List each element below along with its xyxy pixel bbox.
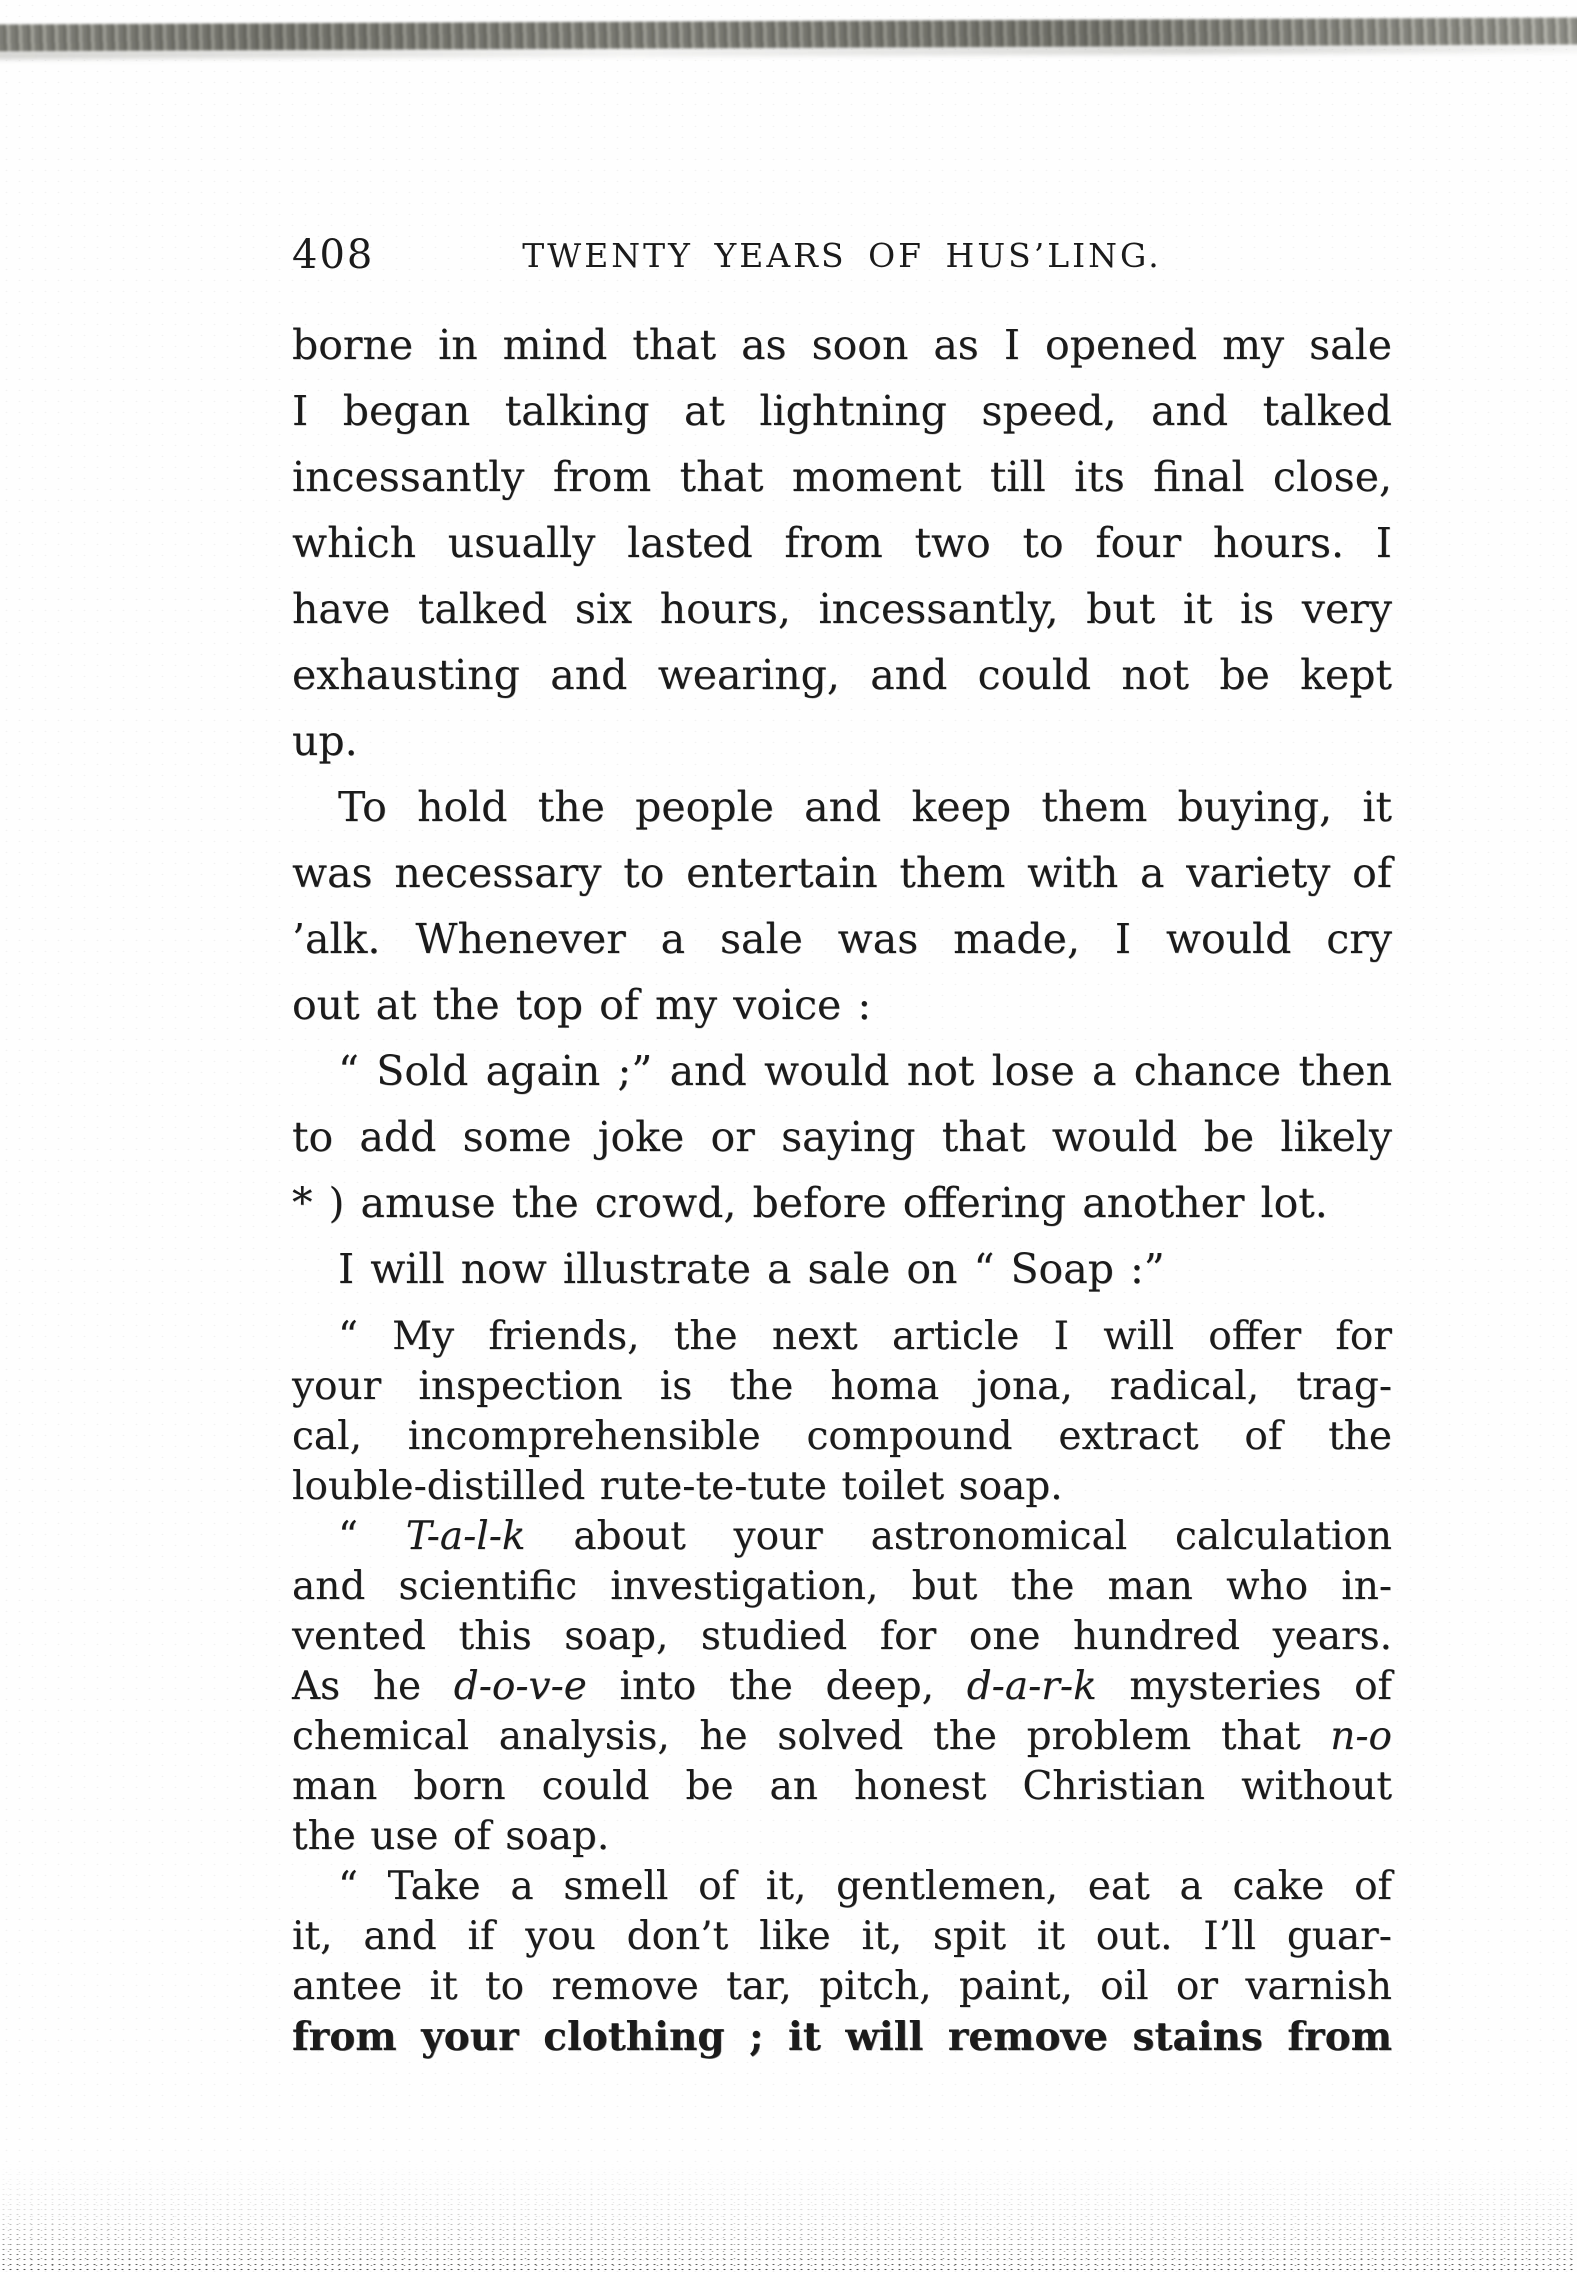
running-title: TWENTY YEARS OF HUS’LING. [522,236,1162,275]
text-line [292,1612,1392,1662]
text-line [292,1762,1392,1812]
text-segment: into the deep, [586,1664,967,1709]
text-segment: man born could be an honest Christian without [292,1764,1392,1809]
text-line [292,906,1392,972]
text-segment: cal, incomprehensible compound extract of the [292,1414,1392,1459]
text-segment: mysteries of [1096,1664,1392,1709]
text-segment: * ) amuse the crowd, before offering another lot. [292,1179,1328,1227]
text-line [292,1812,1392,1862]
text-line [292,1312,1392,1362]
text-line [292,312,1392,378]
text-line [292,378,1392,444]
text-segment: “ My friends, the next article I will offer for [338,1314,1392,1359]
text-segment: your inspection is the homa jona, radical, trag- [292,1364,1392,1409]
text-segment: exhausting and wearing, and could not be kept [292,651,1392,699]
text-line [292,774,1392,840]
text-segment: to add some joke or saying that would be likely [292,1113,1392,1161]
text-line [292,1862,1392,1912]
text-line [292,1712,1392,1762]
text-segment: out at the top of my voice : [292,981,872,1029]
text-line [292,1038,1392,1104]
text-segment: ’alk. Whenever a sale was made, I would cry [292,915,1392,963]
text-segment: I began talking at lightning speed, and talked [292,387,1392,435]
text-line [292,444,1392,510]
page-header [292,228,1392,288]
text-line [292,1362,1392,1412]
text-section-sales-pitch [292,1312,1392,2062]
text-segment: about your astronomical calculation [525,1514,1392,1559]
text-segment: have talked six hours, incessantly, but it is very [292,585,1392,633]
text-section-narrative [292,312,1392,1302]
text-line [292,642,1392,708]
text-segment: vented this soap, studied for one hundred years. [292,1614,1392,1659]
text-line [292,1512,1392,1562]
text-line [292,1462,1392,1512]
text-segment: from your clothing ; it will remove stains from [292,2014,1392,2060]
text-segment: up. [292,717,358,765]
text-line [292,1412,1392,1462]
text-line [292,840,1392,906]
text-line [292,2012,1392,2062]
page-number: 408 [292,232,375,278]
text-line [292,576,1392,642]
text-line [292,1170,1392,1236]
text-segment: “ Sold again ;” and would not lose a chance then [338,1047,1392,1095]
italic-text-segment: d-o-v-e [453,1664,587,1709]
text-line [292,972,1392,1038]
text-segment: incessantly from that moment till its final close, [292,453,1392,501]
text-segment: the use of soap. [292,1814,610,1859]
text-segment: it, and if you don’t like it, spit it out. I’ll guar- [292,1914,1392,1959]
text-segment: “ [338,1514,406,1559]
text-segment: To hold the people and keep them buying, it [338,783,1392,831]
italic-text-segment: T-a-l-k [405,1514,526,1559]
text-segment: was necessary to entertain them with a variety of [292,849,1392,897]
text-line [292,708,1392,774]
text-line [292,510,1392,576]
text-segment: which usually lasted from two to four hours. I [292,519,1392,567]
text-line [292,1912,1392,1962]
text-segment: chemical analysis, he solved the problem that [292,1714,1331,1759]
text-segment: louble-distilled rute-te-tute toilet soap. [292,1464,1063,1509]
text-line [292,1236,1392,1302]
text-segment: As he [292,1664,454,1709]
text-line [292,1562,1392,1612]
italic-text-segment: d-a-r-k [966,1664,1097,1709]
text-line [292,1662,1392,1712]
scan-artifact-bottom-speckle [0,2162,1577,2272]
text-segment: “ Take a smell of it, gentlemen, eat a cake of [338,1864,1392,1909]
text-segment: I will now illustrate a sale on “ Soap :” [338,1245,1165,1293]
text-line [292,1104,1392,1170]
italic-text-segment: n-o [1330,1714,1392,1759]
scan-artifact-top-band [0,17,1577,51]
text-segment: borne in mind that as soon as I opened my sale [292,321,1392,369]
text-segment: and scientific investigation, but the man who in- [292,1564,1392,1609]
text-line [292,1962,1392,2012]
text-segment: antee it to remove tar, pitch, paint, oil or varnish [292,1964,1392,2009]
